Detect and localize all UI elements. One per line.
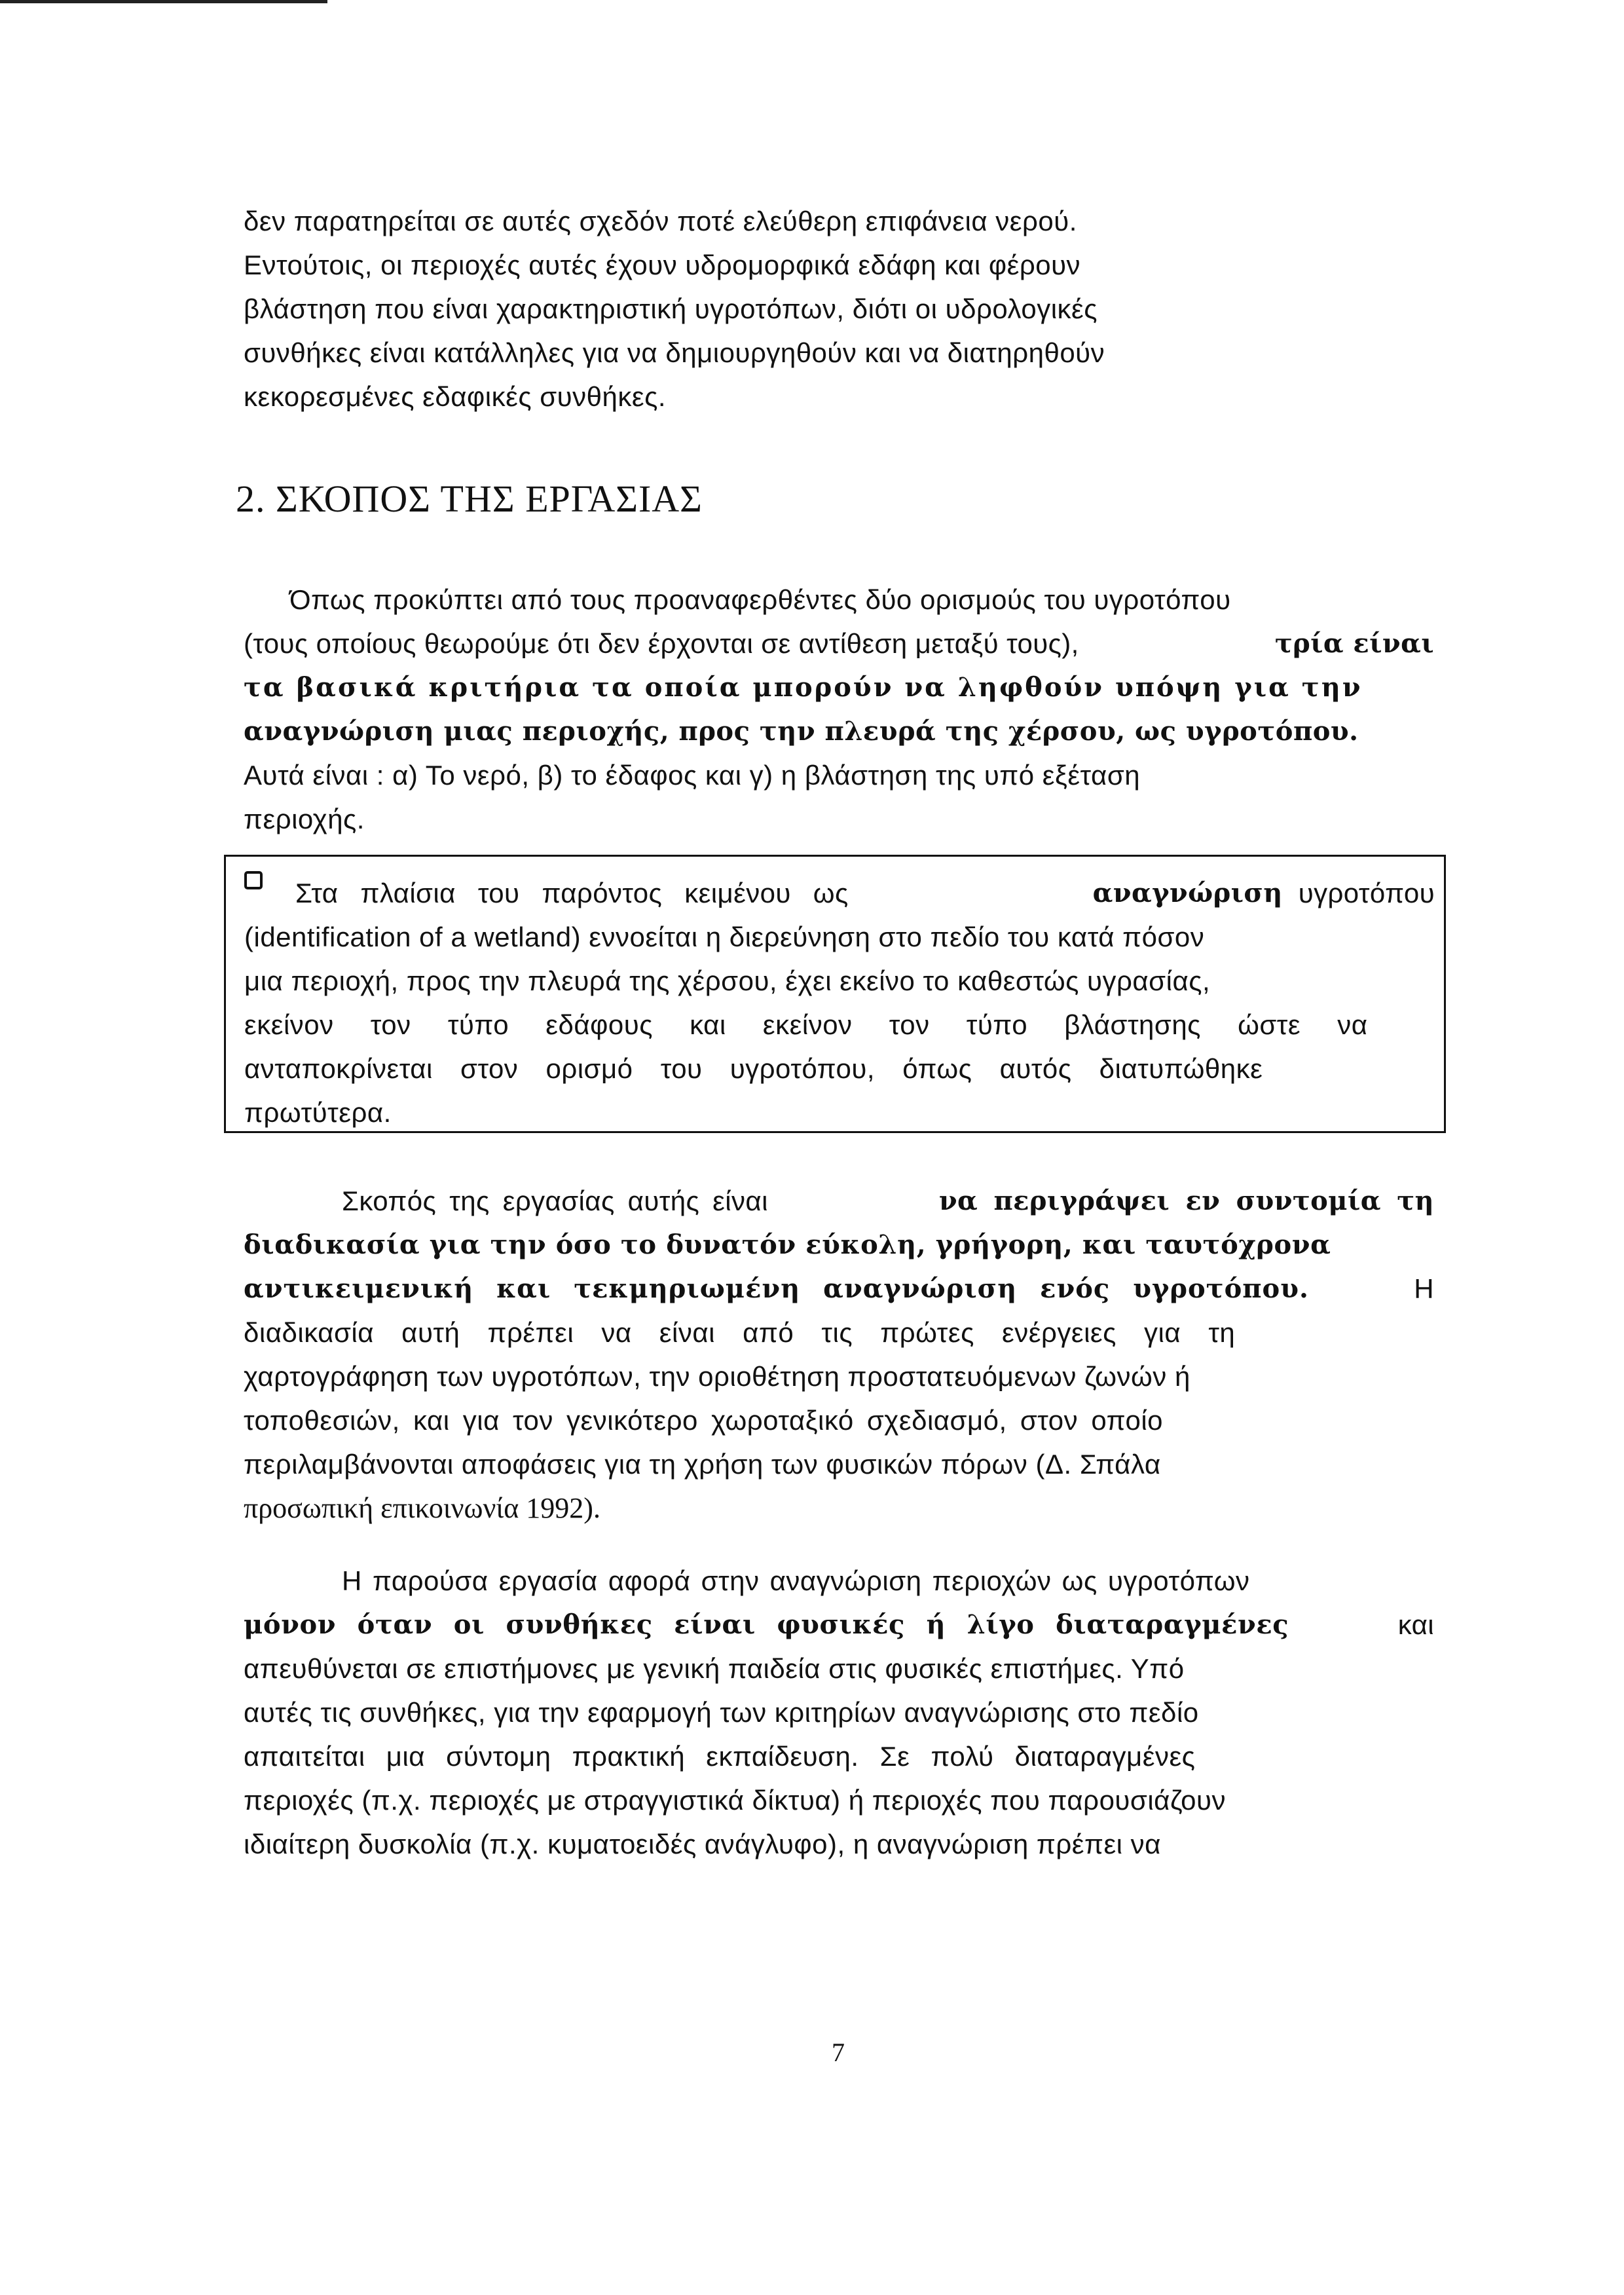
text-run: βλάστηση που είναι χαρακτηριστική υγροτόπων, διότι οι υδρολογικές [244,293,1098,324]
bold-run: αντικειμενική και τεκμηριωμένη αναγνώριση ενός υγροτόπου. [244,1273,1309,1304]
text-run: και [1397,1609,1434,1640]
text-run: περιοχές (π.χ. περιοχές με στραγγιστικά δίκτυα) ή περιοχές που παρουσιάζουν [244,1785,1226,1816]
text-line [244,871,1435,915]
text-run: Η [1414,1273,1434,1304]
text-run: Στα πλαίσια του παρόντος κειμένου ως [295,878,849,908]
text-run: διαδικασία αυτή πρέπει να είναι από τις πρώτες ενέργειες για τη [244,1317,1236,1348]
text-run: απευθύνεται σε επιστήμονες με γενική παιδεία στις φυσικές επιστήμες. Υπό [244,1653,1185,1684]
text-run: περιοχής. [244,804,365,834]
text-run: προσωπική επικοινωνία 1992). [244,1492,600,1524]
text-line [244,1734,1434,1778]
text-run: μια περιοχή, προς την πλευρά της χέρσου, έχει εκείνο το καθεστώς υγρασίας, [244,965,1211,996]
text-line [244,1003,1435,1047]
bold-run: τα βασικά κριτήρια τα οποία μπορούν να ληφθούν υπόψη για την [244,672,1363,703]
text-line [244,1223,1434,1267]
text-line [244,1267,1434,1311]
text-run: (identification of a wetland) εννοείται η διερεύνηση στο πεδίο του κατά πόσον [244,922,1205,952]
text-line [244,578,1434,622]
text-line [244,915,1435,959]
bold-run: μόνον όταν οι συνθήκες είναι φυσικές ή λίγο διαταραγμένες [244,1609,1289,1640]
text-line [244,1398,1434,1442]
text-line [244,1311,1434,1354]
text-run: κεκορεσμένες εδαφικές συνθήκες. [244,381,666,412]
text-run: αυτές τις συνθήκες, για την εφαρμογή των κριτηρίων αναγνώρισης στο πεδίο [244,1697,1199,1728]
bold-run: αναγνώριση μιας περιοχής, προς την πλευρά της χέρσου, ως υγροτόπου. [244,716,1359,747]
text-run: απαιτείται μια σύντομη πρακτική εκπαίδευση. Σε πολύ διαταραγμένες [244,1741,1196,1772]
text-line [244,622,1434,665]
text-run: (τους οποίους θεωρούμε ότι δεν έρχονται σε αντίθεση μεταξύ τους), [244,628,1079,659]
text-run: ιδιαίτερη δυσκολία (π.χ. κυματοειδές ανάγλυφο), η αναγνώριση πρέπει να [244,1829,1161,1859]
text-run: υγροτόπου [1298,878,1435,908]
bold-run: αναγνώριση [1092,878,1283,908]
page-number: 7 [832,2038,845,2067]
text-run: Σκοπός της εργασίας αυτής είναι [342,1185,768,1216]
section-heading: 2. ΣΚΟΠΟΣ ΤΗΣ ΕΡΓΑΣΙΑΣ [236,477,703,520]
text-line [244,1442,1434,1486]
text-run: εκείνον τον τύπο εδάφους και εκείνον τον τύπο βλάστησης ώστε να [244,1009,1368,1040]
text-run: συνθήκες είναι κατάλληλες για να δημιουργηθούν και να διατηρηθούν [244,337,1105,368]
text-run: περιλαμβάνονται αποφάσεις για τη χρήση των φυσικών πόρων (Δ. Σπάλα [244,1449,1161,1480]
text-run: τοποθεσιών, και για τον γενικότερο χωροταξικό σχεδιασμό, στον οποίο [244,1405,1164,1436]
bold-run: διαδικασία για την όσο το δυνατόν εύκολη, γρήγορη, και ταυτόχρονα [244,1229,1331,1260]
text-run: Όπως προκύπτει από τους προαναφερθέντες δύο ορισμούς του υγροτόπου [289,584,1231,615]
text-line [244,1047,1435,1091]
text-run: Αυτά είναι : α) Το νερό, β) το έδαφος και γ) η βλάστηση της υπό εξέταση [244,760,1141,791]
audience-paragraph [244,1559,1434,1866]
text-line [244,1647,1434,1690]
text-line [244,1091,1435,1134]
intro-paragraph [244,199,1434,419]
text-line [244,375,1434,419]
text-line [244,287,1434,331]
text-run: Η παρούσα εργασία αφορά στην αναγνώριση περιοχών ως υγροτόπων [342,1565,1250,1596]
criteria-paragraph [244,578,1434,841]
text-line [244,709,1434,753]
top-border-line [0,0,327,3]
text-line [244,665,1434,709]
text-line [244,1603,1434,1647]
checkbox-icon [244,871,263,889]
definition-box [224,855,1446,1133]
text-line [244,199,1434,243]
text-line [244,1559,1434,1603]
text-run: δεν παρατηρείται σε αυτές σχεδόν ποτέ ελεύθερη επιφάνεια νερού. [244,206,1077,236]
text-run: ανταποκρίνεται στον ορισμό του υγροτόπου, όπως αυτός διατυπώθηκε [244,1053,1263,1084]
text-run: πρωτύτερα. [244,1097,392,1128]
text-line [244,331,1434,375]
text-run: χαρτογράφηση των υγροτόπων, την οριοθέτηση προστατευόμενων ζωνών ή [244,1361,1190,1392]
bold-run: να περιγράψει εν συντομία τη [938,1185,1434,1216]
text-line [244,1354,1434,1398]
text-line [244,797,1434,841]
text-line [244,1690,1434,1734]
text-line [244,243,1434,287]
text-line [244,753,1434,797]
text-line [244,1179,1434,1223]
text-line [244,1486,1434,1530]
text-line [244,959,1435,1003]
bold-run: τρία είναι [1274,628,1434,659]
purpose-paragraph [244,1179,1434,1530]
text-line [244,1822,1434,1866]
text-line [244,1778,1434,1822]
text-run: Εντούτοις, οι περιοχές αυτές έχουν υδρομορφικά εδάφη και φέρουν [244,250,1081,280]
